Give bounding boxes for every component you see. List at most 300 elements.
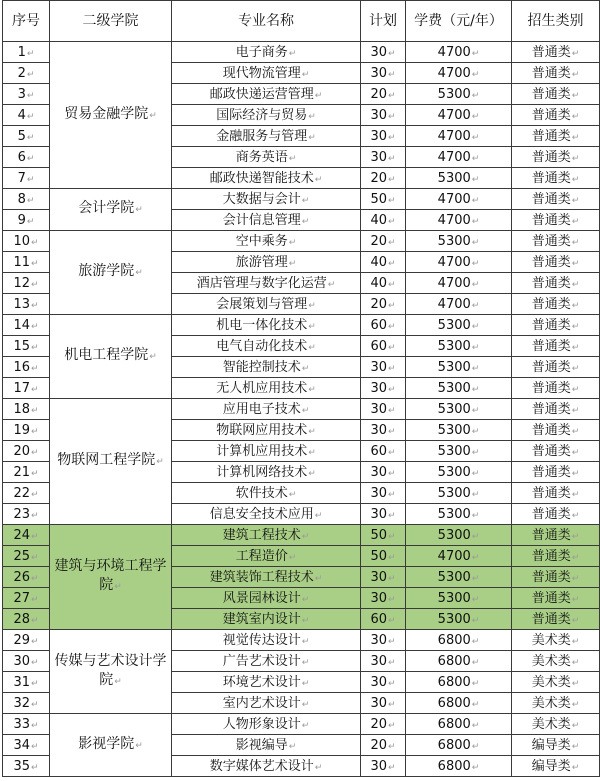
category-cell-text: 普通类: [531, 86, 571, 102]
paragraph-mark-icon: ↵: [471, 111, 480, 122]
fee-cell: [406, 483, 512, 504]
paragraph-mark-icon: ↵: [388, 237, 396, 248]
index-cell-text: 28: [13, 611, 30, 627]
paragraph-mark-icon: ↵: [388, 111, 396, 122]
header-major: 专业名称: [172, 1, 361, 42]
plan-cell-text: 60: [370, 611, 387, 627]
plan-cell: [361, 357, 406, 378]
major-cell: [172, 189, 361, 210]
category-cell-text: 普通类: [531, 359, 571, 375]
index-cell-text: 25: [13, 548, 30, 564]
major-cell: [172, 714, 361, 735]
paragraph-mark-icon: ↵: [288, 237, 297, 248]
plan-cell: [361, 189, 406, 210]
fee-cell: [406, 609, 512, 630]
paragraph-mark-icon: ↵: [571, 195, 580, 206]
index-cell: [3, 63, 50, 84]
college-cell-text: 旅游学院: [78, 263, 135, 279]
major-cell-text: 人物形象设计: [222, 716, 301, 732]
paragraph-mark-icon: ↵: [571, 594, 580, 605]
index-cell: [3, 336, 50, 357]
paragraph-mark-icon: ↵: [26, 48, 35, 59]
paragraph-mark-icon: ↵: [388, 657, 396, 668]
category-cell: [512, 147, 600, 168]
paragraph-mark-icon: ↵: [571, 216, 580, 227]
fee-cell: [406, 735, 512, 756]
category-cell-text: 普通类: [531, 233, 571, 249]
index-cell: [3, 714, 50, 735]
paragraph-mark-icon: ↵: [471, 594, 480, 605]
category-cell-text: 普通类: [531, 443, 571, 459]
major-cell-text: 工程造价: [235, 548, 288, 564]
header-college: 二级学院: [50, 1, 172, 42]
plan-cell: [361, 441, 406, 462]
major-cell: [172, 231, 361, 252]
index-cell: [3, 567, 50, 588]
index-cell-text: 20: [13, 443, 30, 459]
fee-cell-text: 5300: [437, 317, 471, 333]
fee-cell-text: 5300: [437, 527, 471, 543]
major-cell-text: 商务英语: [235, 149, 288, 165]
plan-cell: [361, 168, 406, 189]
category-cell: [512, 462, 600, 483]
fee-cell-text: 6800: [437, 716, 471, 732]
paragraph-mark-icon: ↵: [471, 195, 480, 206]
paragraph-mark-icon: ↵: [31, 636, 39, 647]
paragraph-mark-icon: ↵: [388, 300, 396, 311]
category-cell: [512, 420, 600, 441]
table-row: [3, 42, 600, 63]
college-cell: [50, 630, 172, 714]
paragraph-mark-icon: ↵: [156, 457, 164, 467]
paragraph-mark-icon: ↵: [471, 384, 480, 395]
plan-cell: [361, 378, 406, 399]
paragraph-mark-icon: ↵: [301, 678, 310, 689]
index-cell-text: 22: [13, 485, 30, 501]
paragraph-mark-icon: ↵: [31, 258, 39, 269]
category-cell-text: 普通类: [531, 464, 571, 480]
plan-cell: [361, 231, 406, 252]
fee-cell: [406, 168, 512, 189]
category-cell: [512, 399, 600, 420]
paragraph-mark-icon: ↵: [31, 405, 39, 416]
paragraph-mark-icon: ↵: [301, 657, 310, 668]
plan-cell: [361, 672, 406, 693]
major-cell: [172, 105, 361, 126]
category-cell: [512, 315, 600, 336]
index-cell: [3, 462, 50, 483]
paragraph-mark-icon: ↵: [308, 426, 316, 437]
category-cell: [512, 525, 600, 546]
paragraph-mark-icon: ↵: [31, 657, 39, 668]
plan-cell: [361, 651, 406, 672]
plan-cell: [361, 252, 406, 273]
paragraph-mark-icon: ↵: [571, 489, 580, 500]
major-cell-text: 室内艺术设计: [222, 695, 301, 711]
plan-cell-text: 60: [370, 338, 387, 354]
fee-cell-text: 5300: [437, 464, 471, 480]
category-cell-text: 编导类: [531, 758, 571, 774]
fee-cell-text: 6800: [437, 695, 471, 711]
fee-cell-text: 5300: [437, 422, 471, 438]
category-cell-text: 美术类: [531, 716, 571, 732]
plan-cell-text: 30: [370, 464, 387, 480]
paragraph-mark-icon: ↵: [571, 510, 580, 521]
paragraph-mark-icon: ↵: [31, 384, 39, 395]
paragraph-mark-icon: ↵: [31, 762, 39, 773]
plan-cell: [361, 273, 406, 294]
index-cell-text: 8: [17, 191, 26, 207]
paragraph-mark-icon: ↵: [31, 342, 39, 353]
category-cell: [512, 714, 600, 735]
major-cell-text: 会展策划与管理: [216, 296, 308, 312]
plan-cell: [361, 588, 406, 609]
table-row: [3, 714, 600, 735]
paragraph-mark-icon: ↵: [471, 762, 480, 773]
plan-cell: [361, 756, 406, 777]
paragraph-mark-icon: ↵: [388, 762, 396, 773]
category-cell-text: 普通类: [531, 170, 571, 186]
index-cell: [3, 231, 50, 252]
index-cell-text: 17: [13, 380, 30, 396]
paragraph-mark-icon: ↵: [31, 531, 39, 542]
index-cell: [3, 147, 50, 168]
paragraph-mark-icon: ↵: [301, 720, 310, 731]
plan-cell-text: 20: [370, 233, 387, 249]
header-row: [3, 1, 600, 42]
plan-cell-text: 30: [370, 359, 387, 375]
paragraph-mark-icon: ↵: [314, 510, 323, 521]
major-cell: [172, 609, 361, 630]
paragraph-mark-icon: ↵: [135, 740, 143, 751]
paragraph-mark-icon: ↵: [571, 678, 580, 689]
paragraph-mark-icon: ↵: [471, 699, 480, 710]
fee-cell: [406, 378, 512, 399]
major-cell: [172, 294, 361, 315]
paragraph-mark-icon: ↵: [31, 678, 39, 689]
paragraph-mark-icon: ↵: [149, 110, 157, 121]
paragraph-mark-icon: ↵: [571, 342, 580, 353]
major-cell-text: 电气自动化技术: [216, 338, 308, 354]
index-cell-text: 12: [13, 275, 30, 291]
paragraph-mark-icon: ↵: [571, 531, 580, 542]
major-cell: [172, 630, 361, 651]
index-cell: [3, 210, 50, 231]
index-cell-text: 21: [13, 464, 30, 480]
fee-cell-text: 5300: [437, 443, 471, 459]
major-cell-text: 邮政快递智能技术: [209, 170, 314, 186]
plan-cell-text: 50: [370, 527, 387, 543]
paragraph-mark-icon: ↵: [388, 447, 396, 458]
major-cell: [172, 756, 361, 777]
paragraph-mark-icon: ↵: [288, 153, 297, 164]
index-cell-text: 1: [17, 44, 26, 60]
paragraph-mark-icon: ↵: [388, 615, 396, 626]
index-cell-text: 3: [17, 86, 26, 102]
major-cell-text: 建筑工程技术: [222, 527, 301, 543]
paragraph-mark-icon: ↵: [388, 384, 396, 395]
major-cell-text: 风景园林设计: [222, 590, 301, 606]
fee-cell: [406, 84, 512, 105]
category-cell-text: 普通类: [531, 44, 571, 60]
paragraph-mark-icon: ↵: [135, 205, 143, 215]
major-cell-text: 物联网应用技术: [216, 422, 308, 438]
fee-cell: [406, 315, 512, 336]
category-cell: [512, 672, 600, 693]
paragraph-mark-icon: ↵: [26, 90, 35, 101]
paragraph-mark-icon: ↵: [301, 615, 310, 626]
paragraph-mark-icon: ↵: [388, 552, 396, 563]
paragraph-mark-icon: ↵: [301, 69, 310, 80]
plan-cell-text: 30: [370, 695, 387, 711]
paragraph-mark-icon: ↵: [308, 300, 316, 311]
index-cell-text: 34: [13, 737, 30, 753]
plan-cell-text: 50: [370, 191, 387, 207]
category-cell: [512, 567, 600, 588]
category-cell: [512, 126, 600, 147]
index-cell-text: 7: [17, 170, 26, 186]
plan-cell-text: 30: [370, 632, 387, 648]
fee-cell-text: 4700: [437, 107, 471, 123]
plan-cell: [361, 399, 406, 420]
paragraph-mark-icon: ↵: [571, 657, 580, 668]
college-cell-text: 传媒与艺术设计学院: [54, 652, 167, 688]
college-cell-text: 物联网工程学院: [57, 452, 156, 468]
category-cell: [512, 210, 600, 231]
paragraph-mark-icon: ↵: [471, 132, 480, 143]
plan-cell: [361, 84, 406, 105]
fee-cell-text: 5300: [437, 170, 471, 186]
category-cell: [512, 63, 600, 84]
paragraph-mark-icon: ↵: [571, 762, 580, 773]
index-cell-text: 27: [13, 590, 30, 606]
fee-cell: [406, 294, 512, 315]
paragraph-mark-icon: ↵: [471, 573, 480, 584]
category-cell-text: 美术类: [531, 674, 571, 690]
category-cell-text: 美术类: [531, 653, 571, 669]
header-fee: 学费（元/年）: [406, 1, 512, 42]
category-cell-text: 普通类: [531, 128, 571, 144]
college-cell-text: 贸易金融学院: [64, 105, 149, 122]
paragraph-mark-icon: ↵: [314, 762, 323, 773]
plan-cell: [361, 693, 406, 714]
fee-cell-text: 5300: [437, 506, 471, 522]
paragraph-mark-icon: ↵: [571, 741, 580, 752]
plan-cell-text: 30: [370, 485, 387, 501]
category-cell: [512, 546, 600, 567]
paragraph-mark-icon: ↵: [388, 258, 396, 269]
college-cell-text: 机电工程学院: [64, 347, 149, 363]
category-cell: [512, 630, 600, 651]
major-cell: [172, 252, 361, 273]
category-cell-text: 普通类: [531, 485, 571, 501]
college-cell-text: 会计学院: [78, 200, 135, 216]
index-cell-text: 2: [17, 65, 26, 81]
plan-cell-text: 30: [370, 401, 387, 417]
index-cell-text: 15: [13, 338, 30, 354]
plan-cell-text: 30: [370, 44, 387, 60]
plan-cell-text: 20: [370, 296, 387, 312]
paragraph-mark-icon: ↵: [388, 699, 396, 710]
paragraph-mark-icon: ↵: [388, 363, 396, 374]
fee-cell: [406, 651, 512, 672]
paragraph-mark-icon: ↵: [26, 216, 35, 227]
paragraph-mark-icon: ↵: [308, 321, 316, 332]
paragraph-mark-icon: ↵: [388, 573, 396, 584]
paragraph-mark-icon: ↵: [571, 153, 580, 164]
category-cell: [512, 252, 600, 273]
fee-cell-text: 5300: [437, 569, 471, 585]
plan-cell-text: 30: [370, 65, 387, 81]
index-cell: [3, 441, 50, 462]
paragraph-mark-icon: ↵: [471, 552, 480, 563]
index-cell: [3, 189, 50, 210]
major-cell-text: 信息安全技术应用: [209, 506, 314, 522]
table-row: [3, 525, 600, 546]
major-cell: [172, 735, 361, 756]
major-cell: [172, 357, 361, 378]
plan-cell-text: 30: [370, 653, 387, 669]
paragraph-mark-icon: ↵: [31, 447, 39, 458]
major-cell-text: 空中乘务: [235, 233, 288, 249]
index-cell-text: 11: [13, 254, 30, 270]
major-cell: [172, 42, 361, 63]
index-cell-text: 4: [17, 107, 26, 123]
major-cell-text: 旅游管理: [235, 254, 288, 270]
fee-cell: [406, 42, 512, 63]
paragraph-mark-icon: ↵: [471, 615, 480, 626]
paragraph-mark-icon: ↵: [571, 573, 580, 584]
index-cell-text: 10: [13, 233, 30, 249]
fee-cell-text: 4700: [437, 65, 471, 81]
major-cell: [172, 567, 361, 588]
college-cell: [50, 399, 172, 525]
major-cell: [172, 399, 361, 420]
paragraph-mark-icon: ↵: [571, 426, 580, 437]
paragraph-mark-icon: ↵: [31, 237, 39, 248]
fee-cell-text: 5300: [437, 611, 471, 627]
category-cell: [512, 483, 600, 504]
index-cell-text: 23: [13, 506, 30, 522]
plan-cell-text: 30: [370, 149, 387, 165]
plan-cell-text: 20: [370, 737, 387, 753]
category-cell-text: 普通类: [531, 380, 571, 396]
plan-cell-text: 30: [370, 674, 387, 690]
paragraph-mark-icon: ↵: [31, 489, 39, 500]
index-cell: [3, 273, 50, 294]
paragraph-mark-icon: ↵: [388, 531, 396, 542]
category-cell-text: 普通类: [531, 254, 571, 270]
paragraph-mark-icon: ↵: [571, 720, 580, 731]
fee-cell-text: 4700: [437, 548, 471, 564]
plan-cell: [361, 294, 406, 315]
plan-cell: [361, 735, 406, 756]
paragraph-mark-icon: ↵: [571, 552, 580, 563]
fee-cell: [406, 189, 512, 210]
index-cell-text: 32: [13, 695, 30, 711]
paragraph-mark-icon: ↵: [471, 531, 480, 542]
index-cell: [3, 420, 50, 441]
fee-cell: [406, 357, 512, 378]
fee-cell-text: 4700: [437, 275, 471, 291]
paragraph-mark-icon: ↵: [31, 300, 39, 311]
header-category: 招生类别: [512, 1, 600, 42]
college-cell: [50, 714, 172, 777]
index-cell: [3, 168, 50, 189]
paragraph-mark-icon: ↵: [31, 699, 39, 710]
category-cell-text: 普通类: [531, 506, 571, 522]
paragraph-mark-icon: ↵: [471, 258, 480, 269]
category-cell-text: 美术类: [531, 695, 571, 711]
major-cell: [172, 84, 361, 105]
plan-cell: [361, 462, 406, 483]
index-cell: [3, 756, 50, 777]
plan-cell: [361, 609, 406, 630]
paragraph-mark-icon: ↵: [388, 90, 396, 101]
college-cell: [50, 525, 172, 630]
fee-cell: [406, 210, 512, 231]
paragraph-mark-icon: ↵: [388, 153, 396, 164]
header-index: 序号: [3, 1, 50, 42]
fee-cell: [406, 525, 512, 546]
category-cell-text: 普通类: [531, 65, 571, 81]
major-cell-text: 影视编导: [235, 737, 288, 753]
paragraph-mark-icon: ↵: [388, 594, 396, 605]
index-cell-text: 26: [13, 569, 30, 585]
index-cell-text: 19: [13, 422, 30, 438]
major-cell: [172, 336, 361, 357]
category-cell-text: 普通类: [531, 338, 571, 354]
paragraph-mark-icon: ↵: [471, 657, 480, 668]
major-cell-text: 应用电子技术: [222, 401, 301, 417]
fee-cell-text: 4700: [437, 191, 471, 207]
fee-cell-text: 4700: [437, 128, 471, 144]
paragraph-mark-icon: ↵: [288, 552, 297, 563]
paragraph-mark-icon: ↵: [388, 342, 396, 353]
index-cell: [3, 735, 50, 756]
paragraph-mark-icon: ↵: [571, 279, 580, 290]
fee-cell: [406, 252, 512, 273]
fee-cell: [406, 420, 512, 441]
paragraph-mark-icon: ↵: [301, 531, 310, 542]
college-cell: [50, 42, 172, 189]
header-plan: 计划: [361, 1, 406, 42]
plan-cell: [361, 336, 406, 357]
major-cell-text: 视觉传达设计: [222, 632, 301, 648]
index-cell: [3, 84, 50, 105]
plan-cell: [361, 147, 406, 168]
fee-cell: [406, 672, 512, 693]
paragraph-mark-icon: ↵: [571, 384, 580, 395]
paragraph-mark-icon: ↵: [388, 216, 396, 227]
paragraph-mark-icon: ↵: [388, 69, 396, 80]
category-cell: [512, 105, 600, 126]
index-cell: [3, 588, 50, 609]
paragraph-mark-icon: ↵: [471, 321, 480, 332]
category-cell: [512, 273, 600, 294]
paragraph-mark-icon: ↵: [471, 90, 480, 101]
plan-cell: [361, 546, 406, 567]
paragraph-mark-icon: ↵: [388, 489, 396, 500]
category-cell: [512, 189, 600, 210]
fee-cell-text: 5300: [437, 485, 471, 501]
paragraph-mark-icon: ↵: [31, 741, 39, 752]
paragraph-mark-icon: ↵: [308, 111, 316, 122]
major-cell: [172, 483, 361, 504]
major-cell-text: 金融服务与管理: [216, 128, 308, 144]
category-cell: [512, 42, 600, 63]
plan-cell-text: 40: [370, 254, 387, 270]
